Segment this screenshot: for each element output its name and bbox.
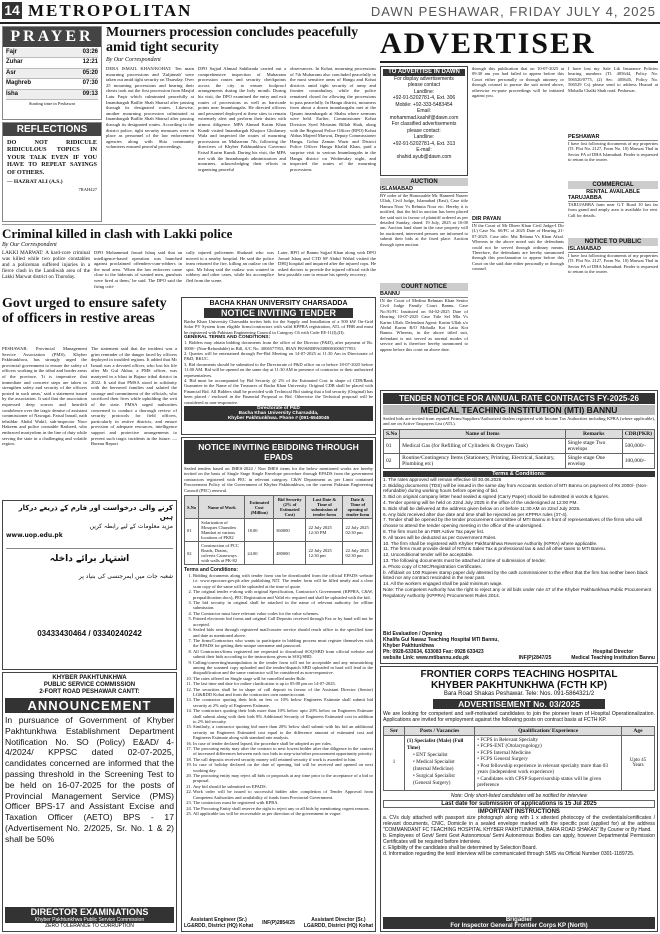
notice-public-label: NOTICE TO PUBLIC bbox=[568, 238, 658, 246]
mti-term: 10. The firm shall be registered with Khyber Pakhtunkhwa Revenue Authority (KPRA) where applicable. bbox=[383, 540, 598, 546]
mti-term: 2. Bidding documents (TDS) will be issued in the same day from Accounts section of MTI Bannu on payment of Rs 2000/- (Non-refundable) during working hours before opening of bid. bbox=[383, 482, 648, 494]
mti-table-body bbox=[384, 438, 655, 468]
mti-term: 14. All the workers engaged shall be paid minimum wage. bbox=[383, 581, 503, 587]
prayer-time: 12:21 bbox=[82, 59, 98, 66]
fcth-title2: KHYBER PAKHTUNKHWA (FCTH KP) bbox=[430, 680, 608, 691]
story2-headline: Criminal killed in clash with Lakki police bbox=[2, 226, 233, 241]
epads-term: 7. The firms/Contractors who wants to participate in bidding process must register themselves with the EPADS for getting their unique username and password. bbox=[193, 638, 373, 649]
fcth-sig1: Brigadier bbox=[505, 917, 533, 923]
advertise-box-line: Mobile: +92-333-5483454 bbox=[395, 101, 453, 108]
story2-col1: LAKKI MARWAT: A hard-core criminal was killed while two police constables and a policeman suffered injuries in a fierce clash in the Landiwah area of the Lakki Marwat district on Thursday. bbox=[2, 250, 90, 280]
fcth-imp-label: IMPORTANT INSTRUCTIONS bbox=[478, 808, 560, 815]
mti-sig-a4: Ph: 0928-633634, 633083 Fax: 0928 633423 bbox=[383, 649, 484, 655]
urdu-phones: 03433430464 / 03340240242 bbox=[37, 629, 142, 638]
bkuc-footer1: Directorate of P&D bbox=[257, 406, 300, 412]
epads-sig2: Assistant Director (Sr.) bbox=[311, 917, 366, 923]
urdu-line5: شعبہ جات میں ایمرجنسی کی بنیاد پر bbox=[78, 573, 173, 580]
epads-sig1b: LG&RDD, District (HQ) Kohat bbox=[184, 923, 254, 929]
advertise-box-line: Email: bbox=[417, 108, 431, 114]
mti-term: Note: The competent Authority has the right to reject any or all bids under rule 47 of the Khyber Pakhtunkhwa Public Procurement Regulatory Authority (KPPRA) Procurement Rules 2014. bbox=[383, 586, 652, 598]
bkuc-footer3: Khyber Pakhtunkhwa. Phone # (091-6540045 bbox=[227, 416, 330, 422]
bkuc-university: BACHA KHAN UNIVERSITY CHARSADDA bbox=[209, 300, 348, 307]
epads-th: Bid Security (2% of Estimated Cost) bbox=[274, 496, 306, 519]
epads-term: 21. Any bid should be submitted on EPADS. bbox=[193, 784, 373, 789]
epads-th: Estimated Cost (Million) bbox=[245, 496, 274, 519]
epads-cell: 02 bbox=[185, 542, 199, 565]
fcth-post: (1) Specialist (Male) (Full Time) bbox=[407, 738, 464, 752]
mti-cell: 500,000/- bbox=[622, 438, 654, 453]
prayer-name: Fajr bbox=[6, 49, 18, 55]
epads-th: Date & Time of opening of tender form bbox=[343, 496, 373, 519]
mti-term: 8. The firm must be an FBR Active Tax payer list. bbox=[383, 528, 485, 534]
mti-row bbox=[384, 453, 655, 468]
bkuc-footer2: Bacha Khan University Charsadda, bbox=[238, 411, 319, 417]
fcth-age: Upto 45 Years bbox=[622, 735, 655, 790]
mti-term: 4. Tender opening will be held on 22nd July 2025 in the office of the undersigned at 12:00 PM. bbox=[383, 500, 578, 505]
epads-terms-list bbox=[184, 573, 373, 816]
epads-sig2b: LG&RDD, District (HQ) Kohat bbox=[303, 923, 373, 929]
mti-term: a. Photo copy of CNIC/Registration Certificates. bbox=[383, 563, 483, 569]
bkuc-term: 3. Bid documents should be submitted to the Directorate of P&D office on or before 18-07-2025 before 11:00 AM. Bid will be opened on the same day at 11:30 AM in presence of contractor or their authorized representatives. bbox=[184, 361, 373, 378]
story1-col1: DERA ISMAIL KHAN/KOHAT: Ten main mourning processions and 'Zuljinnah' were taken out amid tight security on Thursday. Over 25 mourning processions and bearing their chests took out the first procession from Masjid Latu Faqir which culminated peacefully at Imambargah Baillie Shah Sharsal after passing through its designated routes. Likewise, another mourning procession culminated at Imambargah Baillie Shah Sharsal after passing through its designated routes. According to the district police, tight security measures were in place as personnel of the law enforcement agencies along with Shia community volunteers ensured peaceful proceedings. bbox=[106, 66, 194, 150]
mti-term: 1. The rates approved will remain effective till 30.06.2026 bbox=[383, 476, 502, 482]
mti-th: S.No bbox=[384, 429, 400, 438]
bkuc-footer bbox=[184, 406, 373, 421]
epads-terms-label: Terms and Conditions: bbox=[184, 567, 239, 574]
mti-banner: TENDER NOTICE FOR ANNUAL RATE CONTRACTS FY-2025-26 bbox=[383, 393, 655, 404]
mti-cell: Medical Gas (for Refilling of Cylinders & Oxygen Tank) bbox=[400, 438, 566, 453]
prayer-time: 09:13 bbox=[82, 90, 98, 97]
epads-intro: Sealed tenders based on IMES-2024 / Non IMES items for the below mentioned works are hereby invited on the basis of Single Stage Single Envelope procedure through EPADS from the government contractors registered with PEC in relevant category. C&W Department as per Limit contained Procurement Policy of the Government of Khyber Pakhtunkhwa, on the current Pakistan Engineering Council (PEC) renewal. bbox=[184, 466, 373, 493]
epads-term: 16. In case of tender declared lapsed, the procedure shall be adopted as per rules. bbox=[193, 741, 373, 746]
fcth-title1: FRONTIER CORPS TEACHING HOSPITAL bbox=[420, 669, 618, 680]
kppsc-title: ANNOUNCEMENT bbox=[5, 698, 174, 713]
epads-cell: 22 July 2025 02:30 pm bbox=[343, 542, 373, 565]
fcth-note: Note: Only short-listed candidates will be notified for interview bbox=[450, 792, 588, 799]
fcth-quals-cell bbox=[475, 735, 622, 790]
mti-th: Remarks bbox=[565, 429, 622, 438]
epads-row bbox=[185, 542, 373, 565]
epads-sig1: Assistant Engineer (Sr.) bbox=[190, 917, 247, 923]
mti-cell: 01 bbox=[384, 438, 400, 453]
mti-cell: 100,000/- bbox=[622, 453, 654, 468]
advertiser-col1 bbox=[380, 178, 468, 388]
epads-term: 20. The procuring entity may reject all bids or proposals at any time prior to the acceptance of a bid or proposal. bbox=[193, 773, 373, 784]
mti-term: 9. All taxes will be deducted as per Government Rules. bbox=[383, 534, 497, 540]
epads-title: NOTICE INVITING EBIDDING THROUGH EPADS bbox=[184, 440, 373, 464]
mti-sig-a3: Khyber Pakhtunkhwa bbox=[383, 643, 434, 649]
prayer-title: PRAYER bbox=[3, 27, 101, 47]
advertise-box-line: +92-91-5202781-4, Ext. 306 bbox=[392, 95, 456, 101]
epads-term: 13. The contractor quoting their bids on less or 10% below Engineers Estimate shall submit bid security at 2% only of Engineers Estimate. bbox=[193, 697, 373, 708]
mti-term: 5. Bids shall be delivered at the address given below on or before 11:30 AM on 22nd July 2025. bbox=[383, 505, 581, 511]
epads-table-body bbox=[185, 519, 373, 565]
prayer-time: 05:20 bbox=[82, 69, 98, 76]
divider bbox=[2, 224, 376, 225]
epads-cell: 22 July 2025 12:30 pm bbox=[306, 542, 343, 565]
dateline: DAWN PESHAWAR, FRIDAY JULY 4, 2025 bbox=[370, 4, 656, 19]
bkuc-terms-label: GENERAL TERMS AND CONDITIONS: bbox=[184, 335, 271, 341]
epads-term: 19. In case of holiday declared on the date of opening, bid will be received and opened on next working day. bbox=[193, 762, 373, 773]
epads-ad bbox=[181, 437, 376, 932]
urdu-line1: کرنے والی درخواست اور فارم کے ذریعے درکار ہیں bbox=[18, 504, 173, 521]
fcth-lastdate: Last date for submission of applications is 15 Jul 2025 bbox=[383, 800, 655, 808]
epads-table bbox=[184, 495, 373, 565]
notice-public-text: I have lost following documents of my properties (Tl. Plot No. 2127, Form No. 10) Marwat Thal in Sector FA of DHA Islamabad. Finder is requested to return to the owner. bbox=[568, 253, 658, 275]
mti-sig-a2: Khalifa Gul Nawaz Teaching Hospital MTI Bannu, bbox=[383, 637, 499, 643]
page-number: 14 bbox=[2, 2, 22, 19]
mti-th: Name of Items bbox=[400, 429, 566, 438]
prayer-row bbox=[6, 58, 98, 68]
advertise-box-lines bbox=[383, 76, 465, 161]
fcth-instruction: d. Information regarding the test/ interview will be communicated through SMS via Official Number 0301-1189725. bbox=[383, 850, 635, 857]
epads-cell: 22 July 2025 12:30 PM bbox=[306, 519, 343, 542]
mti-row bbox=[384, 438, 655, 453]
epads-th: Name of Work bbox=[199, 496, 245, 519]
mti-th: CDR(PKR) bbox=[622, 429, 654, 438]
epads-term: 15. Similarly, a contractor quoting bid more than 20% below shall submit with his bid an additional security on Engineers Estimated cost equal to the difference amount of estimated cost and Engineers Estimate along with standard rate analysis. bbox=[193, 724, 373, 740]
epads-term: 8. All Contractors/firms registered are requested to download SOQ/SBD from official website and submit their bids according to the instructions given in SOQ/SBD. bbox=[193, 649, 373, 660]
kppsc-tagline: ZERO TOLERANCE TO CORRUPTION bbox=[5, 923, 174, 929]
story1-byline: By Our Correspondent bbox=[106, 57, 161, 63]
col2-text1: through this publication that on 10-07-2025 at 09:30 am you had failed to appear before this Court either personally or through attorney or through counsel to pursue the suit noted above, otherwise ex-parte proceedings will be initiated against you. bbox=[472, 66, 564, 99]
reflections-text: DO NOT RIDICULE RIDICULOUS TOPICS IN YOUR TALK EVEN IF YOU HAVE TO REPEAT SAYINGS OF OTHERS. bbox=[7, 139, 97, 176]
reflections-title: REFLECTIONS bbox=[3, 123, 101, 136]
prayer-time: 07:30 bbox=[82, 80, 98, 87]
advertise-box-line: shahid.ayub@dawn.com bbox=[396, 153, 452, 160]
fcth-qual: • Post fellowship experience in relevant specialty more than 03 years (independent work experience) bbox=[477, 762, 608, 776]
tarujabba-label: TARUJABBA bbox=[568, 195, 658, 202]
story3-col2: The statement said that the incident was a grim reminder of the danger faced by officers deployed in troubled regions. It added that Mr Ismail was a devoted officer, who lost his life after Mr Gul Akbar, a PMS officer, was martyred in a blast in Bajaur tribal district in 2022. It said that PMSA stood in solidarity with the bereaved families and saluted the courage and commitment of the officials, who sacrificed their lives while upholding the writ of the state. PMSA urged authorities concerned to conduct a thorough review of security protocols for field officers, particularly in restive districts, and ensure provision of adequate resources, intelligence support and protective arrangements to prevent such tragic incidents in the future. — Bureau Report bbox=[91, 346, 177, 447]
fcth-instruction: c. Eligibility of the candidates shall be determined by Selection Board. bbox=[383, 844, 537, 851]
urdu-heading: اشتہار برائے داخلہ bbox=[6, 548, 173, 564]
fcth-instructions-list bbox=[383, 815, 655, 857]
mti-table-header bbox=[384, 429, 655, 438]
kppsc-org3: 2-FORT ROAD PESHAWAR CANTT: bbox=[39, 689, 140, 695]
fcth-th: Ser bbox=[384, 726, 405, 735]
story2-col4: Later, RPO of Bannu Sajjad Khan along with DPO Jawad Ishaq and CTD SP Abdul Wahid visited the DHQ hospital and inquired after the injured cops. He asked doctors to provide the injured official with the best possible care to ensure his speedy recovery. bbox=[278, 250, 376, 278]
bkuc-term: 1. Bidders may obtain bidding documents from the office of the Director (P&D), after payment of Rs. 3000/- (Non-Refundable) in Bill, A/C No. 3006577953, IBAN PK96NBPA0388003006577953 bbox=[184, 340, 373, 351]
prayer-name: Isha bbox=[6, 90, 19, 97]
fcth-qual: • Candidates with CPSP Supervisorship status will be given preference bbox=[477, 775, 602, 789]
epads-term: 24. The Procuring Entity shall reserve the right to reject any or all bids by mentioning cogent reasons. bbox=[193, 806, 373, 811]
epads-th: Last Date & Time of submission of tender form bbox=[306, 496, 343, 519]
epads-signatures bbox=[184, 917, 373, 929]
prayer-row bbox=[6, 69, 98, 79]
mti-term: b. Affidavit on 100 Rupees stamp paper duly attested by the oath commissioner to the effect that the firm has neither been black listed nor any contract rescinded in the near past. bbox=[383, 569, 648, 581]
kppsc-footer-block bbox=[5, 907, 174, 929]
mti-cell: 02 bbox=[384, 453, 400, 468]
advertiser-col3 bbox=[568, 66, 658, 388]
prayer-row bbox=[6, 90, 98, 100]
court-notice-label: COURT NOTICE bbox=[380, 283, 468, 291]
prayer-row bbox=[6, 48, 98, 58]
mti-term: 7. Tender shall be opened by the tender procurement committee of MTI Bannu in front of representatives of the firms who will choose to attend the tender opening meeting in the office of the undersigned. bbox=[383, 517, 642, 529]
fcth-post: • Surgical Specialist (General Surgery) bbox=[413, 773, 455, 787]
auction-label: AUCTION bbox=[380, 178, 468, 186]
bannu-label: BANNU bbox=[380, 291, 468, 298]
story1-col3: observances. In Kohat, mourning processions of 7th Muharram also concluded peacefully in the most sensitive areas of Hangu and Kohat districts amid tight security of army and frontier constabulary, while the police remained closed for allowing the processions to pass peacefully. In Hangu district, mourners from about a dozen imambargahs met at the Qasam imambargah at Shahu where sermons were held. Earlier, Commissioner Kohat Division Syed Motasim Billah Shah, along with the Regional Police Officer (RPO) Kohat Abbas Majeed Marwat, Deputy Commissioner Hangu, Gohar Zaman Wazir and District Police Officer Hangu Khalid Khan, paid a surprise visit to various Imambargahs in the Hangu district on Wednesday night, and inspected the routes of the mourning processions. bbox=[290, 66, 376, 172]
kppsc-org bbox=[5, 675, 174, 696]
fcth-signatures bbox=[383, 917, 655, 929]
bkuc-term: 2. Queries will be entertained through Pre-Bid Meeting on 14-07-2025 at 11:30 Am in Directorate of P&D, BKUC. bbox=[184, 351, 373, 362]
fcth-sig2: For Inspector General Frontier Corps KP (North) bbox=[450, 923, 588, 929]
islamabad2-label: ISLAMABAD bbox=[568, 246, 658, 253]
mti-code: INF(P)2847/25 bbox=[518, 655, 552, 661]
epads-term: 10. The rates offered on Single stage will be cancelled under Rule. bbox=[193, 676, 373, 681]
mti-term: 6. Any bids received after due date and time shall be rejected as per KPPRA rules (37-4). bbox=[383, 511, 568, 517]
prayer-box bbox=[2, 26, 102, 120]
urdu-ad bbox=[2, 500, 177, 670]
epads-term: 1. Bidding documents along with tender form can be downloaded from the official EPADS website i.e. www.eprocure.gov.pk after publishing NIT. The tender form will be filled neatly and a clear scan copy of the same will be uploaded at the time of quote. bbox=[193, 573, 373, 589]
mti-terms-label: Terms & Conditions: bbox=[383, 471, 655, 477]
fcth-qual: • FCPS General Surgery bbox=[477, 756, 528, 763]
kppsc-body: In pursuance of Government of Khyber Pakhtunkhwa Establishment Department Notification No. SO (Policy) E&AD/ 4-4/2024/ KPPSC dated 02-07-2025, candidates concerned are informed that the passing threshold in the Screening Test to be held on 16-07-2025 for the posts of Provincial Management Service (PMS) Officer BPS-17 and Assistant Excise and Taxation Officer (AETO) BPS - 17 (Advertisement No. 2/2025, Sr. No. 1 & 2) shall be 50% bbox=[5, 715, 174, 844]
bkuc-tender-ad bbox=[181, 297, 376, 435]
mti-cell: Routine/Contingency Items (Stationery, Printing, Electrical, Sanitary, Plumbing etc) bbox=[400, 453, 566, 468]
fcth-post: • Medical Specialist (Internal Medicine) bbox=[413, 759, 455, 773]
mti-intro: Sealed bids are invited from reputed Firms/Suppliers/Authorized dealers registered with Income Tax Authorities including KPRA (where applicable), and are on Active Taxpayers List (ATL). bbox=[383, 416, 655, 427]
prayer-times-list bbox=[3, 47, 101, 101]
fcth-qual: • FCPS in Relevant Specialty bbox=[477, 736, 539, 743]
fcth-th: Qualification/ Experience bbox=[475, 726, 622, 735]
urdu-website: www.uop.edu.pk bbox=[6, 532, 63, 539]
advertise-box-line: +92-91-5202781-4, Ext. 313 bbox=[392, 140, 456, 147]
reflections-box bbox=[2, 122, 102, 222]
fcth-posts-cell bbox=[405, 735, 475, 790]
fcth-address: Bara Road Shakas Peshawar. Tele: Nos. 091-5864321/2 bbox=[443, 691, 595, 697]
mti-sig-b1: Hospital Director bbox=[592, 649, 634, 655]
col3-text-mid: I have lost following documents of my properties (Tl. Plot No. 2127, Form No. 10) Marwat Thal in Sector FA of DHA Islamabad. Finder is requested to return to the owner. bbox=[568, 141, 658, 163]
mti-sig-a5: website Link: www.mtibannu.edu.pk bbox=[383, 655, 469, 661]
story1-headline: Mourners procession concludes peacefully amid tight security bbox=[106, 25, 359, 55]
mti-sig-b2: Medical Teaching Institution Bannu bbox=[571, 655, 655, 661]
prayer-name: Zuhar bbox=[6, 59, 23, 66]
epads-cell: Solarization of Mosques Chursden Mandari at various locations of PK82 bbox=[199, 519, 245, 542]
epads-term: 3. The bid security in original shall be attached in the name of relevant authority for offline submission. bbox=[193, 600, 373, 611]
fcth-ser: 1 bbox=[384, 735, 405, 790]
fcth-table-row bbox=[384, 735, 655, 790]
fcth-post: • ENT Specialist bbox=[413, 752, 448, 759]
epads-cell: 480000 bbox=[274, 542, 306, 565]
bkuc-body: Bacha Khan University Charsadda invites bids for the Supply and Installation of a 500 kW On-Grid Solar PV System from eligible firms/contractors with valid KPPRA registration, ATL of FBR and must be registered with Pakistan Engineering Council in Category C6 with Code EE-11(I),(II). bbox=[184, 319, 373, 335]
epads-th: S.No bbox=[185, 496, 199, 519]
reflections-author: — HAZRAT ALI (A.S.) bbox=[7, 179, 63, 186]
fcth-th: Posts / Vacancies bbox=[405, 726, 475, 735]
mti-sig-a1: Bid Evaluation / Opening bbox=[383, 631, 443, 637]
story2-col2: DPO Mohammad Jawad Ishaq said that an intelligence-based operation was launched against proclaimed offenders-cum-robbers in the rural area. 'When the law enforcers came close to the hideouts of wanted men, gunshots were fired at them,' he said. The DPO said the firing criti- bbox=[94, 250, 182, 289]
epads-table-header bbox=[185, 496, 373, 519]
story3-col1: PESHAWAR: Provincial Management Service Association (PMS), Khyber Pakhtunkhwa, has strongly urged the provincial government to ensure the safety of officers working in the tribal and border areas of the province. 'It is imperative that immediate and concrete steps are taken to strengthen safety and security of the officers posted in such areas,' said a statement issued by the association. It said that the association expressed deep sorrow and heartfelt condolence over the tragic demise of assistant commissioner of Nawagai, Faisal Ismail, naib tehsildar Abdul Wakil, sub-inspector Noor Hakeem and police constable Rasheed, who embraced martyrdom in the line of duty while serving the state in a challenging and volatile region. bbox=[2, 346, 87, 447]
prayer-row bbox=[6, 79, 98, 89]
mti-terms-list bbox=[383, 477, 655, 599]
bkuc-terms-list bbox=[184, 340, 373, 405]
epads-term: 14. The contractors quoting their bids more than 10% below upto 20% below on Engineers Estimate shall submit along with their bids 8% Additional Security of Engineers Estimated cost in addition to 2% bid security. bbox=[193, 708, 373, 724]
epads-term: 6. Sealed bids sent through registered mail/courier service should reach office to the specified time and date as mentioned above. bbox=[193, 627, 373, 638]
epads-cell: 24.00 bbox=[245, 542, 274, 565]
epads-row bbox=[185, 519, 373, 542]
mti-cell: Single stage One envelop bbox=[565, 453, 622, 468]
epads-term: 11. The last time and date for online clarification is up to 05:00 pm on 14-07-2025. bbox=[193, 681, 373, 686]
mti-institution: MEDICAL TEACHING INSTITUTION (MTI) BANNU bbox=[383, 405, 655, 415]
epads-term: 25. All applicable tax will be recoverable as per direction of the government in vogue. bbox=[193, 811, 373, 816]
mti-term: 3. Bid on original company letter head sealed & signed (Carry Paper) should be submitted in words & figures. bbox=[383, 494, 610, 500]
mti-tender-ad bbox=[380, 390, 658, 664]
advertise-box-line: E-mail: bbox=[416, 147, 432, 153]
kppsc-org1: KHYBER PAKHTUNKHWA bbox=[52, 675, 127, 681]
page-header bbox=[0, 0, 660, 24]
bannu-text: IN the Court of Medina Rehman Khan Senior Civil Judge Family Court Bannu. Case No.91/FC Instituted on 04-02-2025 Date of Hearing 10-07-2025 Case Title Sel Mla Vs Karim Ullah. Defendant Agent: Karim Ullah s/o Abdul Karim R/O Mohalla Kot Latta Kot Bannu. Whereas, in the above titled suit, defendant is not served as normal modes of service and is therefore hereby summoned to appear before this court on above date. bbox=[380, 298, 468, 352]
epads-cell: 01 bbox=[185, 519, 199, 542]
mti-table bbox=[383, 429, 655, 469]
kppsc-org2: PUBLIC SERVICE COMMISSION bbox=[43, 682, 136, 688]
advertise-box-line: please contact: bbox=[407, 127, 441, 134]
epads-term: 23. The contractors must be registered with KPRA. bbox=[193, 800, 373, 805]
fcth-table-header bbox=[384, 726, 655, 735]
fcth-adnum: ADVERTISEMENT No. 03/2025 bbox=[433, 699, 605, 709]
advertise-box-line: mohammad.kashif@dawn.com bbox=[389, 114, 459, 121]
fcth-instruction: a. CVs duly attached with passport size photograph along with 1 x attested photocopy of the credentials/certificates / relevant documents, CNIC, Domicile in a sealed envelope marked with the specific post (applied for) at the address "COMMANDANT FC TEACHING HOSPITAL KHYBER PAKHTUNKHWA, BARA ROAD SHAKAS" By Courier or By Hand. bbox=[383, 814, 655, 833]
mti-term: 11. The firms must provide detail of NTN & Sales Tax & professional tax & and all other taxes to MTI Bannu. bbox=[383, 546, 607, 552]
story1-col2: DPO Sajjad Ahmad Sahibzada carried out a comprehensive inspection of Muharram procession routes and security checkpoints across the city to ensure foolproof arrangements during the holy month. During his visit, the DPO examined the entry and exit routes of processions as well as barricade points near Imambargahs. He directed officers and personnel deployed at these sites to remain extremely alert and perform their duties with utmost diligence. MPA Ahmad Karim Khan Kundi visited Imambargah Khajoor Gholamey Wala and inspected the routes of mourning processions on Muharram 7th, following the directives of Khyber Pakhtunkhwa Governor Faisal Karim Kundi. During his visit, the MPA met with the Imambargah administrators and mourners, acknowledging their efforts in organising peaceful bbox=[198, 66, 286, 172]
epads-cell: 360000 bbox=[274, 519, 306, 542]
prayer-note: Starting time in Peshawar bbox=[28, 101, 76, 107]
kppsc-footer: DIRECTOR EXAMINATIONS bbox=[30, 907, 149, 917]
bkuc-term: 4. Bid must be accompanied by Bid Security @ 2% of the Estimated Cost in shape of CDR/Bank Guarantee in the Name of the Treasurer of Bacha Khan University. Original CDR shall be placed with Financial Bid. All Bidders shall be provided with Technical Bid stating that a bid security (Original) has been placed / enclosed in the Financial Proposal or Bid. Otherwise the Technical proposal will be considered as non-responsive. bbox=[184, 378, 373, 405]
advertise-box-line: For classified advertisements bbox=[391, 121, 457, 127]
prayer-name: Maghreb bbox=[6, 80, 32, 87]
epads-term: 9. Calling/converting/manipulation in the tender form will not be acceptable and any mismatching among the scanned copy uploaded and the tender/dispatch SBD uploaded in hard will lead to the disqualification and the same contractor will be considered as non-responsive. bbox=[193, 660, 373, 676]
epads-term: 17. The procuring entity may after the contract to next lowest bidder after due diligence in the context of increased differences between each two bids in step-wise/other procurement opportunity priority. bbox=[193, 746, 373, 757]
story2-byline: By Our Correspondent bbox=[2, 242, 57, 248]
kppsc-ad bbox=[2, 672, 177, 932]
fcth-intro: We are looking for competent and self-motivated candidates to join the pioneer team of Hospital Operationalization. Applications are invited for employment against the following posts on contract basis at FCTH KP. bbox=[383, 711, 655, 724]
col3-text-top: I have lost my Sale Lik Insurance Policies bearing numbers (Tl. 405644, Policy No. 506520/0775, (2) Sec. 405645, Policy No. 506529 Cs) please send to address Huzrad at Mohalla Chalki Shah road. Peshawar. bbox=[568, 66, 658, 93]
section-title: METROPOLITAN bbox=[28, 1, 193, 20]
rental-label: RENTAL AVAILABLE bbox=[586, 189, 640, 195]
mti-signatures bbox=[383, 631, 655, 661]
advertise-box-line: please contact bbox=[407, 82, 441, 88]
islamabad-label: ISLAMABAD bbox=[380, 186, 468, 193]
epads-term: 4. The Contractor must have relevant value codes for the value schemes. bbox=[193, 611, 373, 616]
prayer-name: Asr bbox=[6, 69, 17, 76]
epads-cell: Construction of PCC Roads, Drains, culverts Causeways with walls at PK-82 bbox=[199, 542, 245, 565]
advertise-box-line: Landline: bbox=[413, 88, 435, 95]
fcth-th: Age bbox=[622, 726, 655, 735]
epads-term: 12. The securities shall be in shape of call deposit in favour of the Assistant Director (Senior) LG&RDD Kohat and from the contractors own name/account. bbox=[193, 687, 373, 698]
urdu-line2: مزید معلومات کے لیے رابطہ کریں bbox=[89, 523, 173, 530]
epads-term: 5. Printed electronic bid forms and original Call Deposits received through Fax or by hand will not be accepted. bbox=[193, 616, 373, 627]
reflections-code: 7RAH427 bbox=[78, 187, 97, 193]
fcth-table bbox=[383, 726, 655, 791]
epads-code: INF(P)2854/25 bbox=[262, 920, 295, 926]
advertise-box-title: TO ADVERTISE IN DAWN bbox=[383, 69, 465, 76]
advertiser-col2 bbox=[472, 66, 564, 388]
story3-headline: Govt urged to ensure safety of officers in restive areas bbox=[2, 296, 167, 326]
mti-term: 13. The following documents must be attached at time of submission of tender. bbox=[383, 557, 547, 563]
peshawar-label: PESHAWAR bbox=[568, 134, 658, 141]
epads-term: 2. The original tender e-along with original Specification, Contractor's Government (KPPRA, C&W, prequalification docs), PEC Registration and Valid etc required and shall be uploaded with the bid. bbox=[193, 589, 373, 600]
fcth-instruction: b. Employees of Govt/ Semi Govt Autonomous/ Semi Autonomous Bodies can apply, however Departmental Permission Certificates will be required before interview. bbox=[383, 832, 655, 845]
advertise-box-line: Landline: bbox=[413, 134, 435, 140]
commercial-label: COMMERCIAL bbox=[568, 181, 658, 189]
story2-col3: cally injured policemen Shahzad who was moved to a nearby hospital. He said the police team returned the fire, killing an outlaw on the spot. Mr Ishaq said the outlaw was wanted in robbery and other cases, while his accomplice fled from the scene. bbox=[186, 250, 274, 283]
dir-payan-label: DIR PAYAN bbox=[472, 216, 564, 223]
advertise-contact-box bbox=[380, 66, 468, 176]
epads-cell: 22 July 2025 02:30 pm bbox=[343, 519, 373, 542]
prayer-time: 03:26 bbox=[82, 49, 98, 55]
advertise-box-line: For display advertisements bbox=[394, 75, 454, 82]
kppsc-footer2: Khyber Pakhtunkhwa Public Service Commission bbox=[34, 917, 145, 923]
epads-term: 18. The call deposits received security money will retained security if work is awarded to him. bbox=[193, 757, 373, 762]
bkuc-tender-title: NOTICE INVITING TENDER bbox=[204, 308, 353, 318]
auction-text: BY order of the Honourable Mr. Hameed Naseer Ullah, Civil Judge, Islamabad (East), Case title Hamza Noor Vs Rehmia Noor etc. Hereby it is notified, that the bid in auction has been placed the said suit in favour of plaintiff ordered as per detailed Sunday, dated: 19 July, 2025 at 10:00 am. Auction land share in the case property will be auctioned, interested persons are informed to submit their bids at the fixed place. Auction through open auction. bbox=[380, 193, 468, 247]
advertiser-header: ADVERTISER bbox=[380, 27, 658, 63]
col2-text2: IN the Court of Mr Dheer Khan Civil Judge-I Dir (L) Case No. 60/FC of 2025 Date of Hearing 21-07-2025. Case title: Mst Rehana Vs Khan Afzal. Whereas in the above noted suit the defendants could not be served through ordinary means. Therefore, the defendants are hereby summoned through this proclamation to appear before this Court on the said date either personally or through counsel. bbox=[472, 223, 564, 272]
mti-cell: Single stage Two envelops bbox=[565, 438, 622, 453]
fcth-qual: • FCPS Internal Medicine bbox=[477, 749, 531, 756]
epads-term: 22. Work order will be issued to successful bidder after completion of Tender Approval from Competent Authorities and availability of funds from Provincial Government. bbox=[193, 789, 373, 800]
fcth-qual: • FCPS-ENT (Otolaryngology) bbox=[477, 743, 542, 750]
mti-term: 12. Unconditional tender will be acceptable. bbox=[383, 552, 474, 558]
tarujabba-text: TARUJABBA farm near G.T Road 10 km far from grand and amply area is available for rent. Call for details. bbox=[568, 202, 658, 218]
epads-cell: 18.00 bbox=[245, 519, 274, 542]
fcth-ad bbox=[380, 666, 658, 932]
